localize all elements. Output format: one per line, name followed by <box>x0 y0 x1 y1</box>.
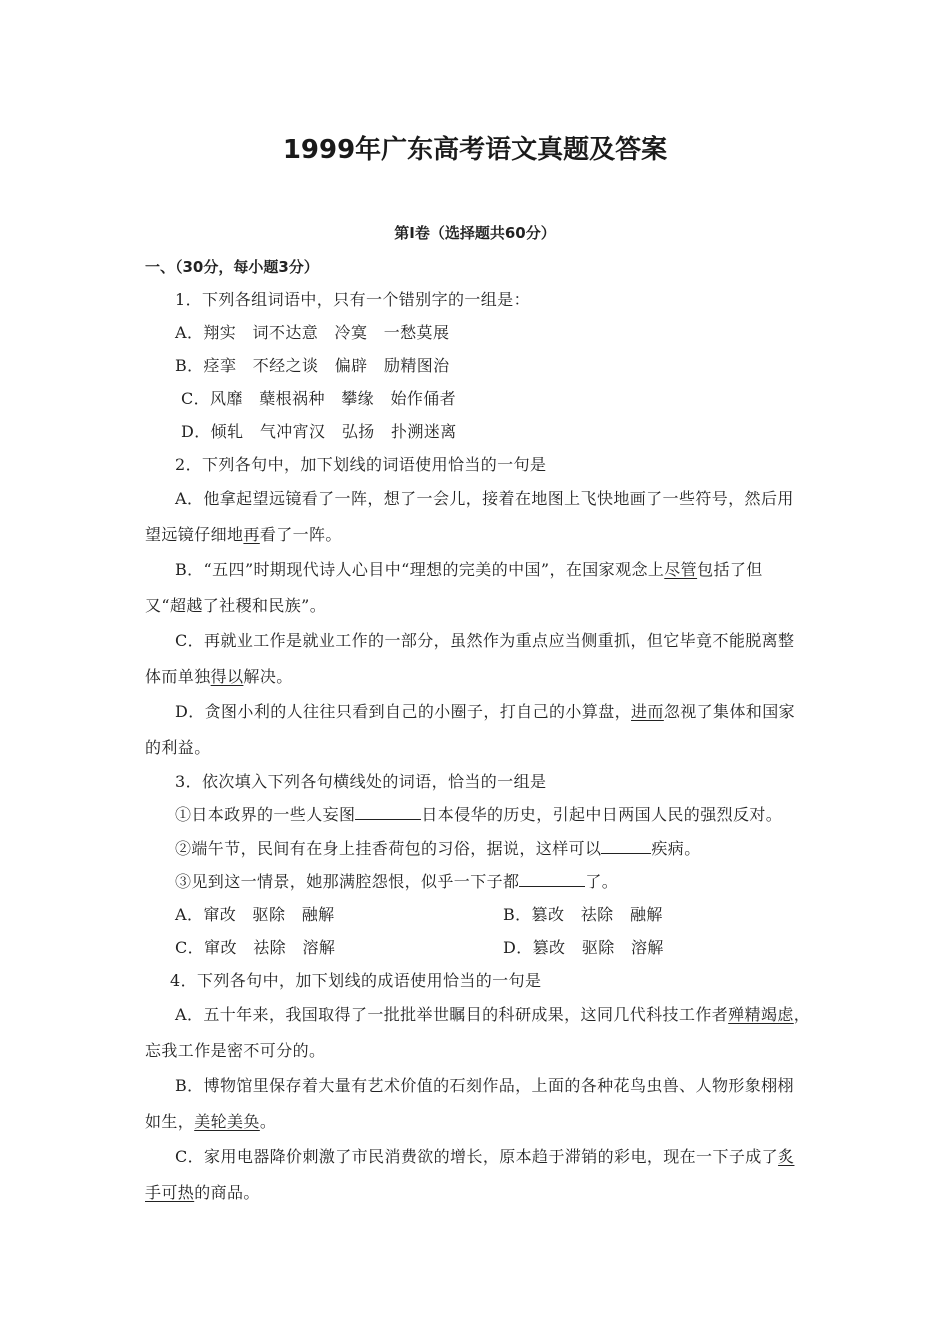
q1-option-c: C．风靡 蘖根祸种 攀缘 始作俑者 <box>181 389 457 408</box>
section-heading: 一、（30分，每小题3分） <box>145 258 319 276</box>
q3-option-d: D．篡改 驱除 溶解 <box>503 938 664 957</box>
q4-option-a-line1: A．五十年来，我国取得了一批批举世瞩目的科研成果，这同几代科技工作者殚精竭虑， <box>175 1005 811 1024</box>
q3-option-a: A．窜改 驱除 融解 <box>175 905 335 924</box>
q4-option-c-line1: C．家用电器降价刺激了市民消费欲的增长，原本趋于滞销的彩电，现在一下子成了炙 <box>175 1147 795 1166</box>
underlined-idiom: 殚精竭虑 <box>728 1005 794 1024</box>
fill-blank <box>601 837 651 854</box>
q2-option-c-line1: C．再就业工作是就业工作的一部分，虽然作为重点应当侧重抓，但它毕竟不能脱离整 <box>175 631 795 650</box>
volume-heading: 第Ⅰ卷（选择题共60分） <box>394 224 556 242</box>
q2-option-c-line2: 体而单独得以解决。 <box>145 667 293 686</box>
q1-option-b: B．痉挛 不经之谈 偏辟 励精图治 <box>175 356 450 375</box>
q3-sentence-1: ①日本政界的一些人妄图 日本侵华的历史，引起中日两国人民的强烈反对。 <box>175 805 783 824</box>
underlined-idiom: 手可热 <box>145 1183 195 1202</box>
q3-option-c: C．窜改 祛除 溶解 <box>175 938 336 957</box>
fill-blank <box>355 803 421 820</box>
q2-stem: 2．下列各句中，加下划线的词语使用恰当的一句是 <box>175 455 547 474</box>
q2-option-a-line1: A．他拿起望远镜看了一阵，想了一会儿，接着在地图上飞快地画了一些符号，然后用 <box>175 489 794 508</box>
q4-option-c-line2: 手可热的商品。 <box>145 1183 260 1202</box>
q2-option-a-line2: 望远镜仔细地再看了一阵。 <box>145 525 342 544</box>
q2-option-d-line1: D．贪图小利的人往往只看到自己的小圈子，打自己的小算盘，进而忽视了集体和国家 <box>175 702 796 721</box>
q3-sentence-2: ②端午节，民间有在身上挂香荷包的习俗，据说，这样可以 疾病。 <box>175 839 701 858</box>
q4-option-b-line1: B．博物馆里保存着大量有艺术价值的石刻作品，上面的各种花鸟虫兽、人物形象栩栩 <box>175 1076 794 1095</box>
underlined-idiom: 美轮美奂 <box>194 1112 260 1131</box>
q1-option-d: D．倾轧 气冲宵汉 弘扬 扑溯迷离 <box>181 422 457 441</box>
fill-blank <box>519 870 585 887</box>
q2-option-b-line1: B．“五四”时期现代诗人心目中“理想的完美的中国”，在国家观念上尽管包括了但 <box>175 560 763 579</box>
document-title: 1999年广东高考语文真题及答案 <box>282 135 668 165</box>
q1-stem: 1．下列各组词语中，只有一个错别字的一组是： <box>175 290 530 309</box>
q4-stem: 4．下列各句中，加下划线的成语使用恰当的一句是 <box>170 971 542 990</box>
underlined-word: 再 <box>243 525 260 544</box>
underlined-word: 尽管 <box>664 560 698 579</box>
q3-stem: 3．依次填入下列各句横线处的词语，恰当的一组是 <box>175 772 547 791</box>
q2-option-d-line2: 的利益。 <box>145 738 211 757</box>
underlined-word: 得以 <box>210 667 244 686</box>
q1-option-a: A．翔实 词不达意 冷寞 一愁莫展 <box>175 323 450 342</box>
q4-option-b-line2: 如生，美轮美奂。 <box>145 1112 277 1131</box>
q2-option-b-line2: 又“超越了社稷和民族”。 <box>145 596 327 615</box>
q4-option-a-line2: 忘我工作是密不可分的。 <box>145 1041 326 1060</box>
underlined-idiom: 炙 <box>778 1147 795 1166</box>
q3-sentence-3: ③见到这一情景，她那满腔怨恨，似乎一下子都 了。 <box>175 872 619 891</box>
q3-option-b: B．篡改 祛除 融解 <box>503 905 663 924</box>
underlined-word: 进而 <box>631 702 664 721</box>
